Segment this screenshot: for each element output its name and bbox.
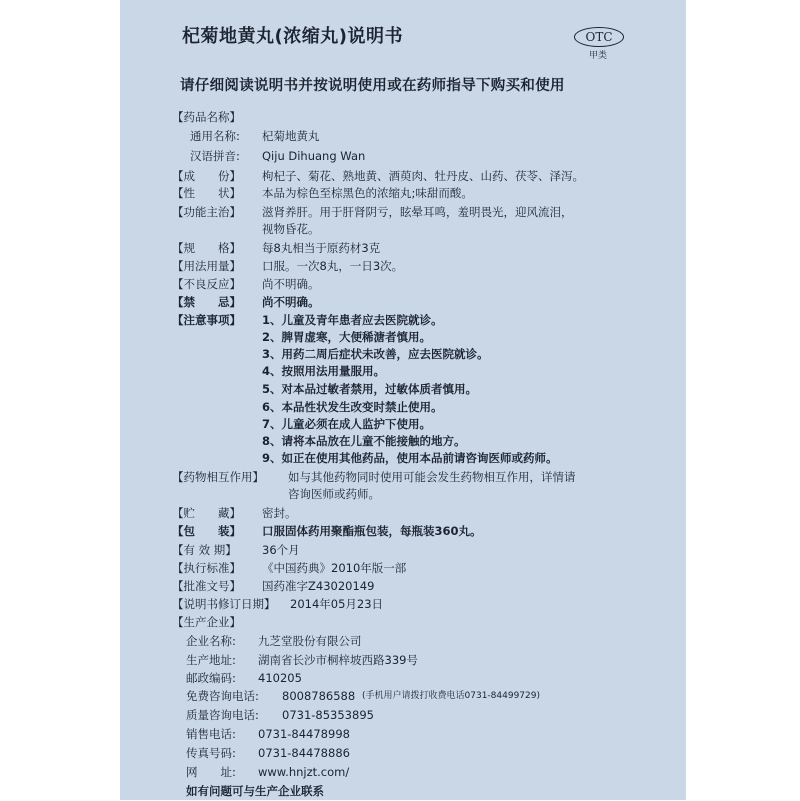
field-value: 0731-84478886	[258, 746, 350, 760]
field-label: 网 址:	[186, 765, 236, 779]
field-value: 九芝堂股份有限公司	[258, 634, 362, 648]
section-label: 【药品名称】	[172, 110, 241, 124]
field-label: 【包 装】	[172, 524, 241, 538]
field-label: 传真号码:	[186, 746, 236, 760]
field-value: 口服固体药用聚酯瓶包装，每瓶装360丸。	[262, 524, 482, 538]
otc-class: 甲类	[588, 51, 607, 61]
field-value: 滋肾养肝。用于肝肾阴亏，眩晕耳鸣，羞明畏光，迎风流泪，	[262, 205, 573, 219]
field-value: 如与其他药物同时使用可能会发生药物相互作用，详情请	[288, 470, 576, 484]
field-value: 湖南省长沙市桐梓坡西路339号	[258, 653, 418, 667]
subtitle: 请仔细阅读说明书并按说明使用或在药师指导下购买和使用	[180, 78, 565, 94]
field-label: 汉语拼音:	[190, 149, 240, 163]
field-label: 生产地址:	[186, 653, 236, 667]
field-label: 销售电话:	[186, 727, 236, 741]
field-label: 【性 状】	[172, 186, 241, 200]
field-value: 8008786588	[282, 689, 356, 703]
page-title: 杞菊地黄丸(浓缩丸)说明书	[182, 26, 403, 47]
field-value: Qiju Dihuang Wan	[262, 149, 366, 163]
field-value: 尚不明确。	[262, 277, 320, 291]
field-label: 免费咨询电话:	[186, 689, 259, 703]
field-value: 2014年05月23日	[290, 597, 384, 611]
section-label: 【生产企业】	[172, 615, 241, 629]
field-value: 410205	[258, 671, 302, 685]
precaution-item: 5、对本品过敏者禁用，过敏体质者慎用。	[262, 382, 477, 396]
field-value: 视物昏花。	[262, 222, 320, 236]
field-label: 【功能主治】	[172, 205, 241, 219]
field-label: 【执行标准】	[172, 561, 241, 575]
precaution-item: 1、儿童及青年患者应去医院就诊。	[262, 313, 443, 327]
precaution-item: 4、按照用法用量服用。	[262, 364, 386, 378]
field-value: 密封。	[262, 506, 297, 520]
field-value: 尚不明确。	[262, 295, 320, 309]
precaution-item: 9、如正在使用其他药品，使用本品前请咨询医师或药师。	[262, 451, 558, 465]
otc-mark: OTC	[574, 27, 624, 47]
precaution-item: 8、请将本品放在儿童不能接触的地方。	[262, 434, 466, 448]
field-label: 企业名称:	[186, 634, 236, 648]
field-value: 国药准字Z43020149	[262, 579, 375, 593]
field-label: 【批准文号】	[172, 579, 241, 593]
field-label: 【药物相互作用】	[172, 470, 264, 484]
field-value: 36个月	[262, 543, 300, 557]
precaution-item: 7、儿童必须在成人监护下使用。	[262, 417, 431, 431]
field-value: 0731-85353895	[282, 708, 374, 722]
field-value: 杞菊地黄丸	[262, 129, 320, 143]
field-label: 【注意事项】	[172, 313, 241, 327]
precaution-item: 3、用药二周后症状未改善，应去医院就诊。	[262, 347, 489, 361]
field-label: 【有 效 期】	[172, 543, 237, 557]
hotline-note: (手机用户请拨打收费电话0731-84499729)	[362, 691, 540, 701]
field-value: 本品为棕色至棕黑色的浓缩丸;味甜而酸。	[262, 186, 473, 200]
precaution-item: 2、脾胃虚寒，大便稀溏者慎用。	[262, 330, 431, 344]
precaution-item: 6、本品性状发生改变时禁止使用。	[262, 400, 443, 414]
field-label: 【成 份】	[172, 169, 241, 183]
otc-badge	[574, 27, 628, 61]
field-label: 邮政编码:	[186, 671, 236, 685]
field-label: 质量咨询电话:	[186, 708, 259, 722]
field-label: 【规 格】	[172, 241, 241, 255]
field-label: 【说明书修订日期】	[172, 597, 276, 611]
footer-note: 如有问题可与生产企业联系	[186, 784, 324, 798]
field-value: 枸杞子、菊花、熟地黄、酒萸肉、牡丹皮、山药、茯苓、泽泻。	[262, 169, 584, 183]
field-value: 每8丸相当于原药材3克	[262, 241, 381, 255]
field-value: 0731-84478998	[258, 727, 350, 741]
field-label: 【用法用量】	[172, 259, 241, 273]
field-value: 咨询医师或药师。	[288, 487, 380, 501]
field-value: 口服。一次8丸，一日3次。	[262, 259, 404, 273]
field-value: 《中国药典》2010年版一部	[262, 561, 407, 575]
field-value: www.hnjzt.com/	[258, 765, 350, 779]
field-label: 【贮 藏】	[172, 506, 241, 520]
field-label: 【禁 忌】	[172, 295, 241, 309]
field-label: 【不良反应】	[172, 277, 241, 291]
field-label: 通用名称:	[190, 129, 240, 143]
